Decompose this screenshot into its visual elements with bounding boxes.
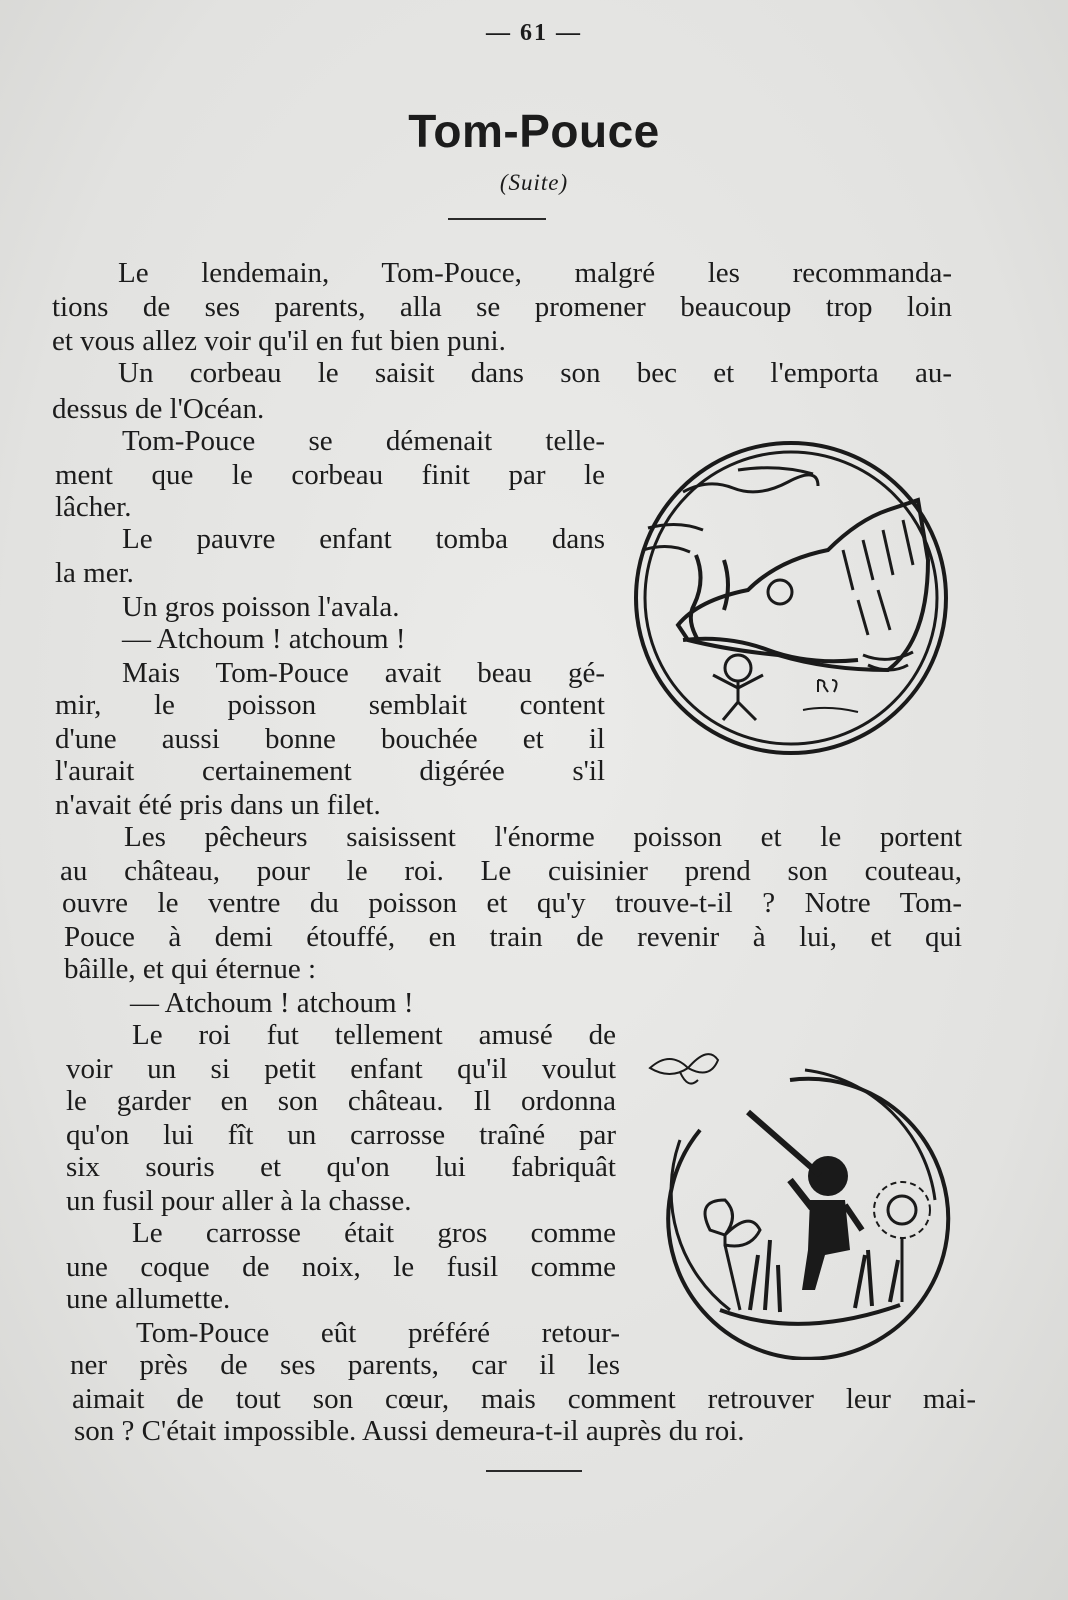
- text-line: Le pauvre enfant tomba dans: [122, 523, 605, 555]
- text-line: lâcher.: [55, 491, 132, 523]
- text-line: qu'on lui fît un carrosse traîné par: [66, 1119, 616, 1151]
- end-divider: [486, 1470, 582, 1472]
- text-line: Pouce à demi étouffé, en train de revenir à lui, et qui: [64, 921, 962, 953]
- text-line: au château, pour le roi. Le cuisinier prend son couteau,: [60, 855, 962, 887]
- text-line: tions de ses parents, alla se promener beaucoup trop loin: [52, 291, 952, 323]
- text-line: six souris et qu'on lui fabriquât: [66, 1151, 616, 1183]
- text-line: Le lendemain, Tom-Pouce, malgré les recommanda-: [118, 257, 952, 289]
- text-line: et vous allez voir qu'il en fut bien puni.: [52, 325, 506, 357]
- story-title: Tom-Pouce: [408, 105, 660, 157]
- text-line: ner près de ses parents, car il les: [70, 1349, 620, 1381]
- text-line: une coque de noix, le fusil comme: [66, 1251, 616, 1283]
- text-line: la mer.: [55, 557, 134, 589]
- text-line: voir un si petit enfant qu'il voulut: [66, 1053, 616, 1085]
- text-line: dessus de l'Océan.: [52, 393, 265, 425]
- text-line: Un corbeau le saisit dans son bec et l'emporta au-: [118, 357, 952, 389]
- text-line: mir, le poisson semblait content: [55, 689, 605, 721]
- story-subtitle: (Suite): [499, 170, 569, 195]
- text-line: — Atchoum ! atchoum !: [122, 623, 406, 655]
- text-line: d'une aussi bonne bouchée et il: [55, 723, 605, 755]
- text-line: Les pêcheurs saisissent l'énorme poisson et le portent: [124, 821, 962, 853]
- text-line: Tom-Pouce eût préféré retour-: [136, 1317, 620, 1349]
- text-line: un fusil pour aller à la chasse.: [66, 1185, 412, 1217]
- text-line: ment que le corbeau finit par le: [55, 459, 605, 491]
- text-line: Mais Tom-Pouce avait beau gé-: [122, 657, 605, 689]
- text-line: n'avait été pris dans un filet.: [55, 789, 381, 821]
- text-line: — Atchoum ! atchoum !: [130, 987, 414, 1019]
- title-divider: [448, 218, 546, 220]
- text-line: Le carrosse était gros comme: [132, 1217, 616, 1249]
- text-line: une allumette.: [66, 1283, 231, 1315]
- page-number: — 61 —: [486, 20, 582, 46]
- text-line: ouvre le ventre du poisson et qu'y trouve-t-il ? Notre Tom-: [62, 887, 962, 919]
- text-line: bâille, et qui éternue :: [64, 953, 317, 985]
- fish-illustration-icon: [628, 440, 958, 760]
- text-line: Un gros poisson l'avala.: [122, 591, 400, 623]
- text-line: aimait de tout son cœur, mais comment retrouver leur mai-: [72, 1383, 976, 1415]
- text-line: le garder en son château. Il ordonna: [66, 1085, 616, 1117]
- text-line: Le roi fut tellement amusé de: [132, 1019, 616, 1051]
- text-line: Tom-Pouce se démenait telle-: [122, 425, 605, 457]
- text-line: l'aurait certainement digérée s'il: [55, 755, 605, 787]
- text-line: son ? C'était impossible. Aussi demeura-t-il auprès du roi.: [74, 1415, 745, 1447]
- hunter-illustration-icon: [640, 1040, 960, 1360]
